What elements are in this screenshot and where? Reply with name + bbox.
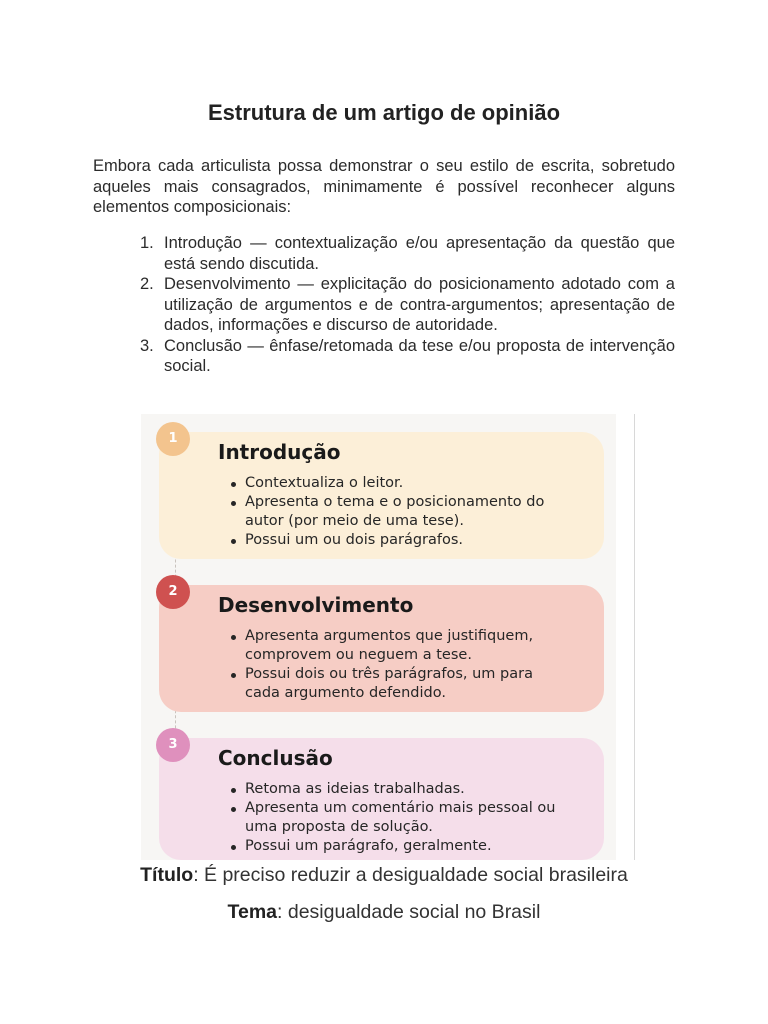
card-bullet: Apresenta o tema e o posicionamento do autor (por meio de uma tese). xyxy=(229,493,545,531)
card-bullets xyxy=(229,780,560,856)
caption-label: Título xyxy=(140,864,194,886)
caption-titulo xyxy=(0,864,768,887)
caption-label: Tema xyxy=(227,901,278,923)
card-conclusao xyxy=(159,738,604,860)
list-item xyxy=(140,233,675,274)
card-introducao xyxy=(159,432,604,559)
card-bullet: Contextualiza o leitor. xyxy=(229,474,545,493)
intro-paragraph: Embora cada articulista possa demonstrar o seu estilo de escrita, sobretudo aqueles mais consagrados, minimamente é possível reconhecer alguns elementos composicionais: xyxy=(93,157,675,216)
card-bullets xyxy=(229,474,545,550)
caption-value: : É preciso reduzir a desigualdade social brasileira xyxy=(193,864,628,886)
list-item xyxy=(140,274,675,336)
caption-value: : desigualdade social no Brasil xyxy=(277,901,541,923)
list-number: 3. xyxy=(140,336,154,355)
card-title: Introdução xyxy=(218,440,341,464)
card-bullet: Possui dois ou três parágrafos, um para cada argumento defendido. xyxy=(229,665,565,703)
list-item-text: Conclusão — ênfase/retomada da tese e/ou proposta de intervenção social. xyxy=(164,336,675,375)
card-bullet: Possui um ou dois parágrafos. xyxy=(229,531,545,550)
step-3-badge: 3 xyxy=(156,728,190,762)
caption-tema xyxy=(0,901,768,924)
figure-border-line xyxy=(634,414,635,860)
list-number: 2. xyxy=(140,275,154,293)
list-item xyxy=(140,336,675,377)
step-1-badge: 1 xyxy=(156,422,190,456)
card-title: Conclusão xyxy=(218,746,333,770)
card-bullet: Retoma as ideias trabalhadas. xyxy=(229,780,560,799)
structure-list xyxy=(140,233,675,377)
list-item-text: Desenvolvimento — explicitação do posicionamento adotado com a utilização de argumentos e de contra-argumentos; apresentação de dados, informações e discurso de autoridade. xyxy=(164,275,675,334)
step-2-badge: 2 xyxy=(156,575,190,609)
document-title: Estrutura de um artigo de opinião xyxy=(207,100,561,125)
card-desenvolvimento xyxy=(159,585,604,712)
card-bullet: Apresenta um comentário mais pessoal ou uma proposta de solução. xyxy=(229,799,560,837)
list-number: 1. xyxy=(140,234,154,252)
structure-infographic xyxy=(141,414,616,860)
card-bullet: Apresenta argumentos que justifiquem, comprovem ou neguem a tese. xyxy=(229,627,565,665)
card-bullets xyxy=(229,627,565,703)
card-title: Desenvolvimento xyxy=(218,593,414,617)
card-bullet: Possui um parágrafo, geralmente. xyxy=(229,837,560,856)
list-item-text: Introdução — contextualização e/ou apresentação da questão que está sendo discutida. xyxy=(164,234,675,273)
